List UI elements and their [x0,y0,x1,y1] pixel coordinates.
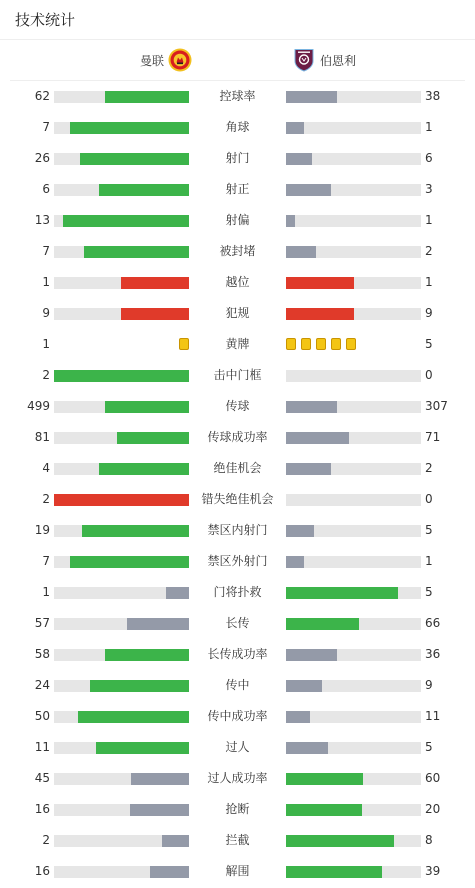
yellow-card-icon [316,338,326,350]
home-stat-bar-fill [99,184,189,196]
stat-label: 过人成功率 [207,771,268,785]
home-stat-bar [54,215,189,227]
stat-label: 射正 [225,182,250,196]
away-stat-value: 2 [425,461,433,475]
stat-label: 过人 [225,740,250,754]
away-stat-bar-fill [286,153,312,165]
home-stat-bar [54,773,189,785]
stat-label: 角球 [225,120,250,134]
away-stat-bar-fill [286,401,337,413]
stat-label: 传球 [225,399,250,413]
stat-label: 被封堵 [219,244,256,258]
away-stat-bar-fill [286,525,314,537]
home-stat-value: 1 [42,585,50,599]
away-stat-value: 60 [425,771,441,785]
away-stat-bar [286,91,421,103]
stat-row [0,794,475,825]
away-stat-value: 36 [425,647,441,661]
home-stat-bar [54,587,189,599]
home-stat-bar-fill [78,711,189,723]
away-stat-bar [286,773,421,785]
home-stat-value: 57 [34,616,50,630]
home-stat-value: 1 [42,275,50,289]
away-stat-bar-fill [286,618,359,630]
home-stat-bar-fill [130,804,189,816]
away-stat-bar-fill [286,432,349,444]
home-stat-bar-fill [96,742,189,754]
stat-row [0,360,475,391]
away-stat-bar [286,153,421,165]
away-stat-value: 3 [425,182,433,196]
stat-label: 绝佳机会 [213,461,262,475]
stat-label: 传中成功率 [207,709,268,723]
away-yellow-cards [286,338,359,351]
home-team [140,40,192,80]
away-stat-bar [286,804,421,816]
away-stat-value: 8 [425,833,433,847]
away-stat-bar-fill [286,773,363,785]
away-stat-bar [286,556,421,568]
away-stat-bar [286,680,421,692]
home-stat-value: 7 [42,120,50,134]
away-stat-bar [286,494,421,506]
stat-label: 射门 [225,151,250,165]
stat-label: 解围 [225,864,250,878]
away-stat-value: 1 [425,554,433,568]
stat-row [0,546,475,577]
home-stat-bar-fill [84,246,189,258]
home-stat-bar-fill [117,432,189,444]
yellow-card-icon [301,338,311,350]
away-stat-value: 6 [425,151,433,165]
home-stat-bar-fill [162,835,189,847]
home-stat-value: 62 [34,89,50,103]
yellow-card-icon [331,338,341,350]
page-title: 技术统计 [15,11,76,29]
burnley-crest-icon [292,48,316,72]
home-stat-bar-fill [150,866,189,878]
home-stat-bar [54,866,189,878]
stat-row [0,143,475,174]
home-stat-value: 81 [34,430,50,444]
home-stat-bar-fill [166,587,189,599]
away-stat-value: 5 [425,337,433,351]
away-stat-bar-fill [286,556,304,568]
stat-row [0,515,475,546]
yellow-card-icon [179,338,189,350]
home-stat-bar-fill [121,308,189,320]
stat-row [0,732,475,763]
stat-row [0,236,475,267]
away-stat-bar-fill [286,215,295,227]
home-stat-bar-fill [63,215,189,227]
away-stat-value: 0 [425,492,433,506]
away-stat-value: 2 [425,244,433,258]
stat-label: 传中 [225,678,250,692]
stat-row [0,763,475,794]
away-stat-bar [286,370,421,382]
home-stat-bar-fill [54,370,189,382]
away-stat-bar [286,215,421,227]
stat-row [0,422,475,453]
home-stat-bar [54,277,189,289]
away-stat-value: 39 [425,864,441,878]
stats-header [0,0,475,40]
home-stat-value: 45 [34,771,50,785]
stat-label: 射偏 [225,213,250,227]
home-stat-bar [54,711,189,723]
stat-row [0,267,475,298]
away-stat-bar-fill [286,122,304,134]
away-stat-value: 5 [425,523,433,537]
away-stat-bar-fill [286,91,337,103]
home-stat-bar [54,370,189,382]
away-stat-bar-fill [286,742,328,754]
stat-row [0,205,475,236]
home-stat-bar-fill [105,401,189,413]
away-stat-bar [286,618,421,630]
home-stat-bar [54,308,189,320]
away-stat-bar [286,711,421,723]
away-stat-bar-fill [286,804,362,816]
away-stat-bar [286,463,421,475]
home-stat-value: 499 [27,399,50,413]
away-stat-bar [286,525,421,537]
away-stat-value: 1 [425,275,433,289]
away-stat-value: 5 [425,740,433,754]
stat-label: 长传成功率 [207,647,268,661]
away-stat-bar [286,649,421,661]
home-stat-bar [54,742,189,754]
away-stat-value: 1 [425,213,433,227]
away-stat-value: 71 [425,430,441,444]
stat-label: 犯规 [225,306,250,320]
home-stat-value: 4 [42,461,50,475]
stat-row [0,484,475,515]
yellow-card-icon [346,338,356,350]
home-stat-value: 2 [42,833,50,847]
home-stat-bar [54,556,189,568]
stat-label: 击中门框 [213,368,262,382]
home-stat-bar [54,463,189,475]
stat-label: 抢断 [225,802,250,816]
home-stat-value: 58 [34,647,50,661]
home-stat-bar-fill [121,277,189,289]
stat-row [0,391,475,422]
stat-row [0,856,475,887]
home-stat-value: 2 [42,492,50,506]
home-stat-bar-fill [70,556,189,568]
away-stat-bar-fill [286,866,382,878]
stat-label: 禁区外射门 [207,554,268,568]
home-stat-bar [54,835,189,847]
away-stat-bar [286,401,421,413]
away-stat-bar [286,587,421,599]
away-team [292,40,356,80]
stat-label: 控球率 [219,89,256,103]
away-stat-value: 20 [425,802,441,816]
home-yellow-cards [177,338,190,351]
stat-label: 门将扑救 [213,585,262,599]
away-stat-value: 11 [425,709,441,723]
home-stat-value: 50 [34,709,50,723]
stat-label: 黄牌 [225,337,250,351]
away-stat-bar-fill [286,277,354,289]
yellow-card-icon [286,338,296,350]
away-stat-value: 5 [425,585,433,599]
away-team-name: 伯恩利 [320,53,357,68]
home-stat-bar-fill [70,122,189,134]
stat-row [0,825,475,856]
away-stat-bar-fill [286,680,322,692]
stat-label: 越位 [225,275,250,289]
stat-row [0,81,475,112]
stat-label: 错失绝佳机会 [201,492,274,506]
home-stat-bar [54,184,189,196]
home-stat-value: 2 [42,368,50,382]
stat-row [0,298,475,329]
home-stat-bar [54,649,189,661]
stat-label: 拦截 [225,833,250,847]
away-stat-bar [286,835,421,847]
away-stat-value: 9 [425,306,433,320]
home-stat-bar [54,246,189,258]
away-stat-value: 66 [425,616,441,630]
away-stat-bar [286,246,421,258]
stat-label: 禁区内射门 [207,523,268,537]
stats-list [0,81,475,887]
home-stat-bar [54,494,189,506]
stat-row [0,608,475,639]
home-stat-bar [54,91,189,103]
away-stat-bar [286,866,421,878]
home-stat-value: 7 [42,244,50,258]
stat-row [0,329,475,360]
home-stat-value: 26 [34,151,50,165]
home-stat-bar-fill [82,525,189,537]
home-stat-value: 1 [42,337,50,351]
away-stat-value: 307 [425,399,448,413]
home-stat-bar [54,618,189,630]
away-stat-value: 1 [425,120,433,134]
home-stat-value: 19 [34,523,50,537]
stat-row [0,174,475,205]
stat-row [0,112,475,143]
away-stat-value: 9 [425,678,433,692]
home-stat-bar [54,153,189,165]
away-stat-bar-fill [286,649,337,661]
home-stat-value: 16 [34,802,50,816]
home-stat-value: 9 [42,306,50,320]
home-stat-bar [54,804,189,816]
stat-row [0,670,475,701]
stat-label: 长传 [225,616,250,630]
away-stat-bar [286,308,421,320]
home-stat-bar-fill [90,680,189,692]
home-stat-value: 16 [34,864,50,878]
home-stat-bar-fill [99,463,189,475]
away-stat-bar-fill [286,184,331,196]
away-stat-bar-fill [286,246,316,258]
away-stat-bar-fill [286,587,398,599]
away-stat-bar [286,277,421,289]
stat-label: 传球成功率 [207,430,268,444]
home-stat-value: 13 [34,213,50,227]
home-stat-bar-fill [80,153,189,165]
away-stat-bar-fill [286,835,394,847]
home-stat-value: 7 [42,554,50,568]
home-stat-value: 11 [34,740,50,754]
home-stat-bar [54,432,189,444]
home-stat-bar [54,680,189,692]
home-stat-value: 6 [42,182,50,196]
home-stat-bar [54,525,189,537]
away-stat-bar [286,122,421,134]
home-stat-bar-fill [54,494,189,506]
away-stat-bar [286,742,421,754]
stat-row [0,453,475,484]
away-stat-value: 0 [425,368,433,382]
away-stat-value: 38 [425,89,441,103]
away-stat-bar-fill [286,308,354,320]
stat-row [0,577,475,608]
home-stat-bar [54,122,189,134]
away-stat-bar-fill [286,711,310,723]
home-stat-bar-fill [105,649,189,661]
away-stat-bar [286,184,421,196]
home-stat-value: 24 [34,678,50,692]
home-stat-bar-fill [127,618,189,630]
home-stat-bar-fill [105,91,189,103]
home-stat-bar-fill [131,773,189,785]
home-team-name: 曼联 [139,53,164,68]
manchester-united-crest-icon [168,48,192,72]
stat-row [0,639,475,670]
away-stat-bar-fill [286,463,331,475]
teams-row [10,40,465,81]
home-stat-bar [54,401,189,413]
away-stat-bar [286,432,421,444]
stat-row [0,701,475,732]
